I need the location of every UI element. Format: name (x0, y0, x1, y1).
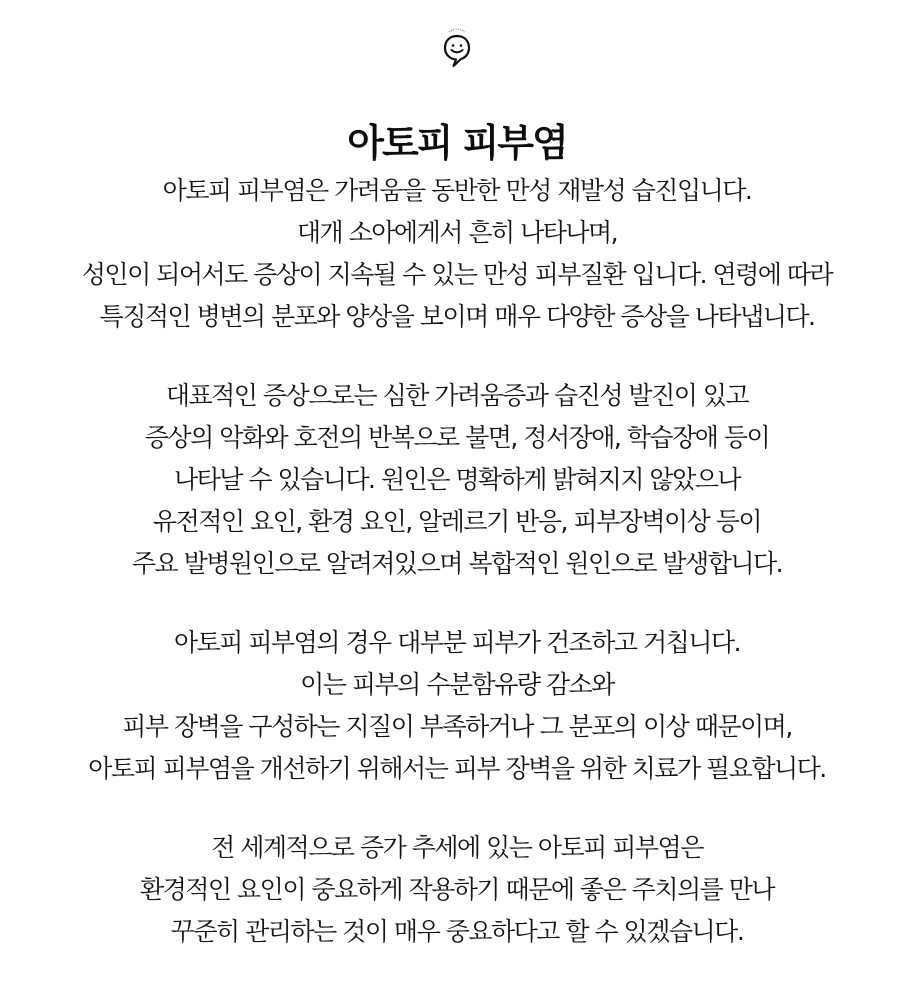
text-line: 유전적인 요인, 환경 요인, 알레르기 반응, 피부장벽이상 등이 (152, 507, 762, 536)
text-line: 이는 피부의 수분함유량 감소와 (300, 670, 614, 699)
paragraph-4 (0, 827, 914, 953)
text-line: 피부 장벽을 구성하는 지질이 부족하거나 그 분포의 이상 때문이며, (122, 712, 792, 741)
article-body (0, 170, 914, 990)
text-line: 아토피 피부염을 개선하기 위해서는 피부 장벽을 위한 치료가 필요합니다. (88, 754, 826, 783)
text-line: 전 세계적으로 증가 추세에 있는 아토피 피부염은 (211, 833, 703, 862)
page-title: 아토피 피부염 (347, 121, 567, 166)
text-line: 꾸준히 관리하는 것이 매우 중요하다고 할 수 있겠습니다. (170, 917, 744, 946)
paragraph-1 (0, 170, 914, 338)
text-line: 나타날 수 있습니다. 원인은 명확하게 밝혀지지 않았으나 (173, 465, 741, 494)
text-line: 대표적인 증상으로는 심한 가려움증과 습진성 발진이 있고 (165, 381, 749, 410)
text-line: 대개 소아에게서 흔히 나타나며, (296, 218, 618, 247)
text-line: 환경적인 요인이 중요하게 작용하기 때문에 좋은 주치의를 만나 (139, 875, 775, 904)
paragraph-3 (0, 622, 914, 790)
paragraph-2 (0, 375, 914, 585)
text-line: 아토피 피부염의 경우 대부분 피부가 건조하고 거칩니다. (173, 628, 741, 657)
text-line: 증상의 악화와 호전의 반복으로 불면, 정서장애, 학습장애 등이 (144, 423, 770, 452)
text-line: 주요 발병원인으로 알려져있으며 복합적인 원인으로 발생합니다. (131, 549, 783, 578)
text-line: 아토피 피부염은 가려움을 동반한 만성 재발성 습진입니다. (162, 176, 752, 205)
text-line: 성인이 되어서도 증상이 지속될 수 있는 만성 피부질환 입니다. 연령에 따라 (81, 260, 833, 289)
text-line: 특징적인 병변의 분포와 양상을 보이며 매우 다양한 증상을 나타냅니다. (99, 302, 815, 331)
speech-bubble-smile-icon (440, 22, 474, 72)
